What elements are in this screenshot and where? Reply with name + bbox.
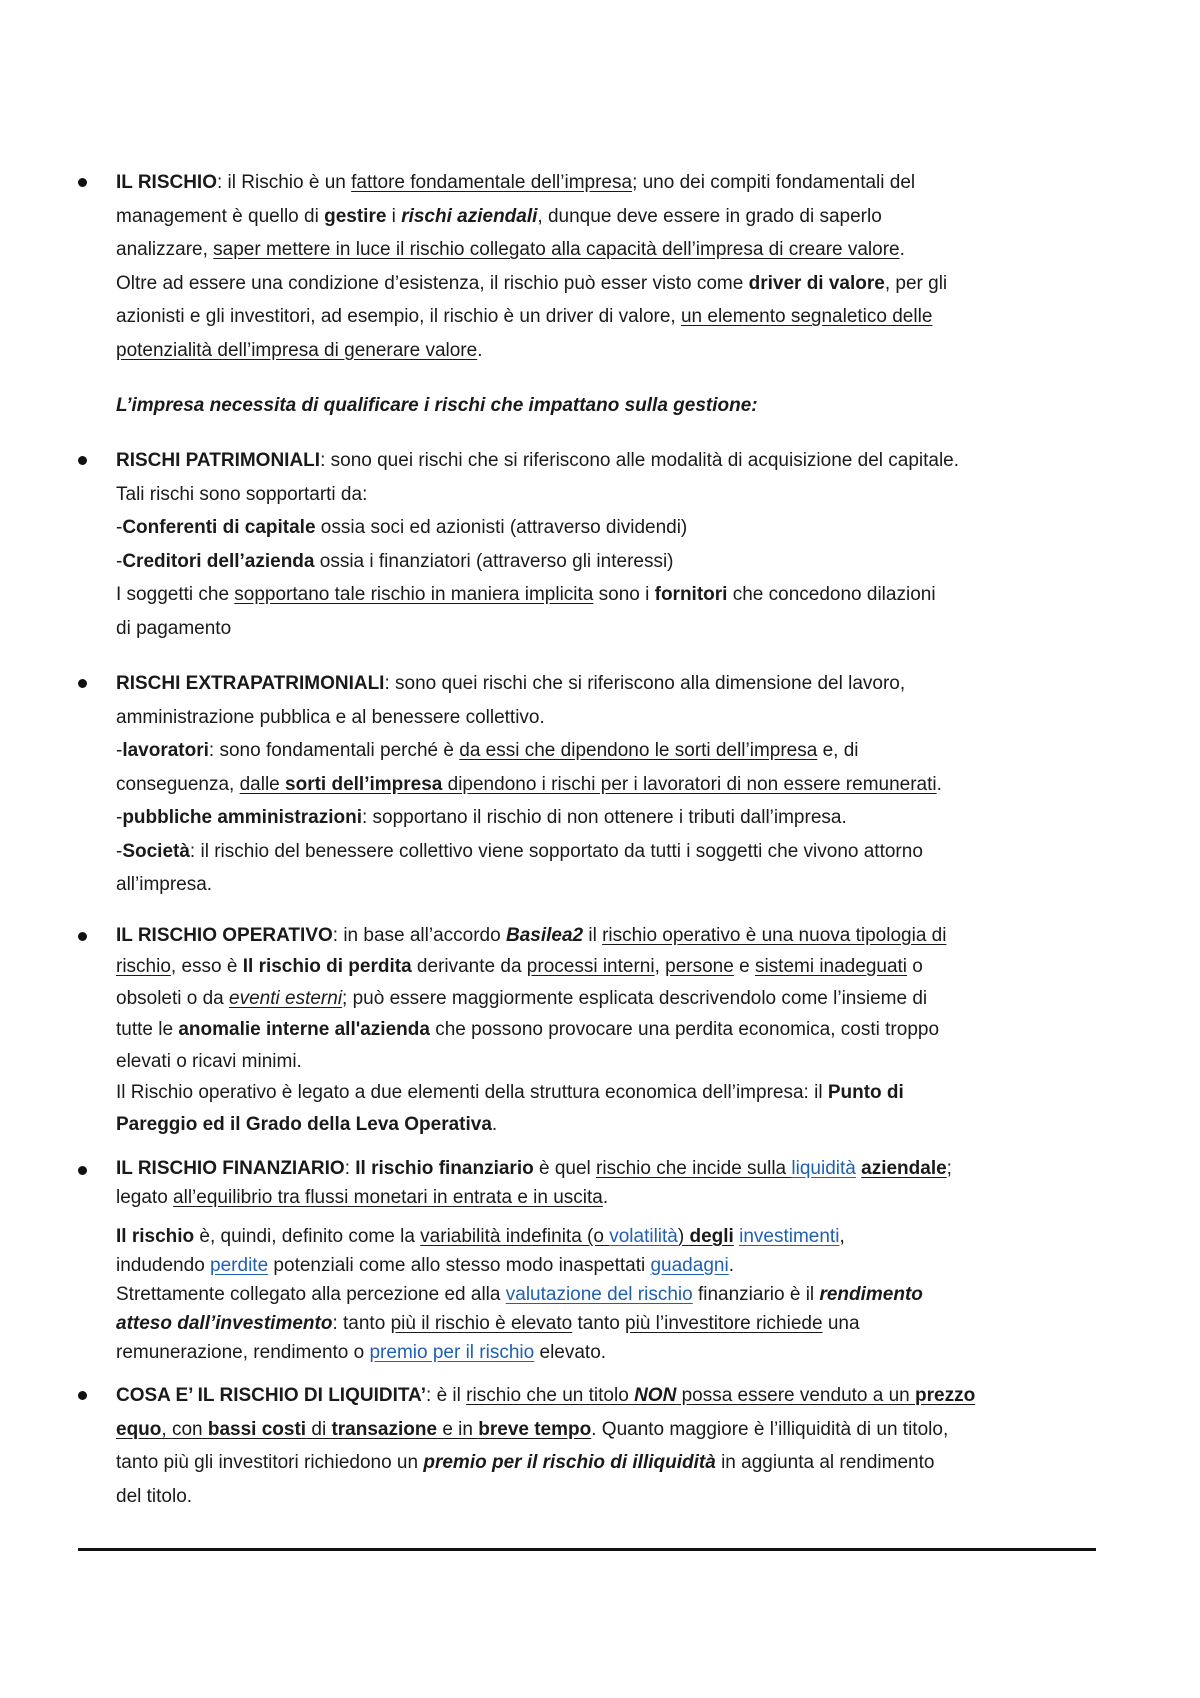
underlined-text: processi interni xyxy=(526,956,655,977)
text: ; uno dei compiti fondamentali del xyxy=(632,172,916,193)
text: management è quello di xyxy=(116,205,325,227)
text-line xyxy=(116,951,1100,983)
text: il xyxy=(583,924,603,946)
text: remunerazione, rendimento o xyxy=(116,1342,370,1363)
text: . xyxy=(477,339,483,361)
link-liquidita[interactable]: liquidità xyxy=(791,1158,856,1179)
bold-text: Il rischio finanziario xyxy=(355,1158,534,1179)
text: . Quanto maggiore è l’illiquidità di un titolo, xyxy=(591,1418,949,1440)
bullet-dot xyxy=(78,1166,87,1175)
text-line xyxy=(116,334,1100,368)
underlined-text: da essi che dipendono le sorti dell’impresa xyxy=(459,740,818,761)
text: obsoleti o da xyxy=(116,987,230,1009)
text-line xyxy=(116,1480,1100,1514)
text-line xyxy=(116,200,1100,234)
underlined-text: variabilità indefinita (o xyxy=(420,1226,610,1247)
text: : in base all’accordo xyxy=(332,924,506,946)
text: ; può essere maggiormente esplicata descrivendolo come l’insieme di xyxy=(342,987,928,1009)
link-volatilita[interactable]: volatilità xyxy=(609,1226,678,1247)
underlined-text: dipendono i rischi per i lavoratori di non essere remunerati xyxy=(442,773,937,795)
text-line xyxy=(116,511,1100,545)
text-line xyxy=(116,667,1100,701)
text: - xyxy=(116,740,123,761)
text: e xyxy=(733,956,755,977)
bullet-patrimoniali xyxy=(78,444,1100,645)
text: Strettamente collegato alla percezione ed alla xyxy=(116,1284,506,1305)
text: derivante da xyxy=(411,956,527,977)
bold-text: Punto di xyxy=(827,1082,904,1103)
link-guadagni[interactable]: guadagni xyxy=(650,1255,729,1276)
text: tanto xyxy=(572,1313,626,1334)
bullet-dot xyxy=(78,679,87,688)
text-line xyxy=(116,300,1100,334)
underlined-text: persone xyxy=(665,956,734,977)
bold-underlined-text: breve tempo xyxy=(478,1418,592,1440)
bullet-dot xyxy=(78,1391,87,1400)
text-line xyxy=(116,1154,1100,1183)
bold-text: Creditori dell’azienda xyxy=(122,550,315,572)
link-perdite[interactable]: perdite xyxy=(210,1255,269,1276)
bullet-operativo xyxy=(78,920,1100,1141)
bold-underlined-text: transazione xyxy=(331,1418,438,1440)
text-line xyxy=(116,1109,1100,1141)
underlined-text: più l’investitore richiede xyxy=(625,1313,823,1334)
bold-text: Conferenti di capitale xyxy=(122,517,316,538)
text: ossia i finanziatori (attraverso gli interessi) xyxy=(314,550,674,572)
text: conseguenza, xyxy=(116,773,240,795)
text: i xyxy=(386,205,402,227)
text: è quel xyxy=(533,1158,597,1179)
bold-underlined-text: degli xyxy=(689,1226,734,1247)
underlined-text: rischio operativo è una nuova tipologia di xyxy=(602,924,947,946)
bold-underlined-text: bassi costi xyxy=(207,1418,307,1440)
link-valutazione-rischio[interactable]: valutazione del rischio xyxy=(505,1284,693,1305)
text: Il Rischio operativo è legato a due elementi della struttura economica dell’impresa: il xyxy=(116,1082,828,1103)
underlined-text: più il rischio è elevato xyxy=(390,1313,573,1334)
text: , dunque deve essere in grado di saperlo xyxy=(537,205,882,227)
heading-patrimoniali: RISCHI PATRIMONIALI xyxy=(116,450,321,471)
text: , xyxy=(839,1226,845,1247)
bold-italic-text: premio per il rischio di illiquidità xyxy=(423,1452,716,1473)
text-line xyxy=(116,983,1100,1015)
heading-finanziario: IL RISCHIO FINANZIARIO xyxy=(116,1158,345,1179)
text: . xyxy=(728,1255,734,1276)
text-line xyxy=(116,1413,1100,1447)
bold-italic-underlined-text: NON xyxy=(634,1385,677,1406)
text-line xyxy=(116,1183,1100,1212)
bold-text: driver di valore xyxy=(748,272,885,294)
text-line xyxy=(116,701,1100,735)
text: che possono provocare una perdita economica, costi troppo xyxy=(429,1019,940,1040)
bold-text: Il rischio di perdita xyxy=(242,956,412,977)
text: , xyxy=(654,956,666,977)
heading-liquidita: COSA E’ IL RISCHIO DI LIQUIDITA’ xyxy=(116,1385,427,1406)
bold-text: pubbliche amministrazioni xyxy=(122,807,362,828)
text-line xyxy=(116,1446,1100,1480)
text: che concedono dilazioni xyxy=(727,584,936,605)
text: , esso è xyxy=(170,956,243,977)
text: . xyxy=(899,239,905,260)
text: di pagamento xyxy=(116,617,232,639)
underlined-text: con xyxy=(171,1418,208,1440)
text: legato xyxy=(116,1187,174,1208)
underlined-text: rischio xyxy=(116,956,171,977)
text-line xyxy=(116,478,1100,512)
text-line xyxy=(116,545,1100,579)
text-line xyxy=(116,166,1100,200)
text: . xyxy=(936,773,942,795)
link-premio-rischio[interactable]: premio per il rischio xyxy=(369,1342,535,1363)
text: : sono quei rischi che si riferiscono alle modalità di acquisizione del capitale. xyxy=(320,450,960,471)
text-line xyxy=(116,267,1100,301)
underlined-text: rischio che un titolo xyxy=(466,1385,635,1406)
underlined-text: saper mettere in luce il rischio collegato alla capacità dell’impresa di creare valore xyxy=(213,239,900,260)
bold-underlined-text: equo xyxy=(116,1418,162,1440)
document-body xyxy=(78,166,1100,1513)
heading-extrapatrimoniali: RISCHI EXTRAPATRIMONIALI xyxy=(116,673,385,694)
heading-rischio: IL RISCHIO xyxy=(116,172,217,193)
text: - xyxy=(116,517,123,538)
text-line xyxy=(116,1251,1100,1280)
text: indudendo xyxy=(116,1255,211,1276)
text: tanto più gli investitori richiedono un xyxy=(116,1452,424,1473)
text: - xyxy=(116,840,123,862)
text: del titolo. xyxy=(116,1485,193,1507)
bullet-dot xyxy=(78,932,87,941)
subheading: L’impresa necessita di qualificare i rischi che impattano sulla gestione: xyxy=(116,395,758,416)
text: azionisti e gli investitori, ad esempio, il rischio è un driver di valore, xyxy=(116,306,681,327)
text-line xyxy=(116,1338,1100,1367)
text-line xyxy=(116,1077,1100,1109)
italic-underlined-text: eventi esterni xyxy=(229,987,343,1009)
text: all’impresa. xyxy=(116,874,213,895)
underlined-text: sopportano tale rischio in maniera implicita xyxy=(234,584,594,605)
bold-italic-text: atteso dall’investimento xyxy=(116,1313,333,1334)
text-line xyxy=(116,444,1100,478)
text-line xyxy=(116,1309,1100,1338)
underlined-text: , xyxy=(161,1418,172,1440)
text: - xyxy=(116,550,123,572)
text: ossia soci ed azionisti (attraverso dividendi) xyxy=(315,517,688,538)
underlined-text: rischio che incide sulla xyxy=(596,1158,792,1179)
text-line xyxy=(116,233,1100,267)
bullet-dot xyxy=(78,178,87,187)
bullet-liquidita xyxy=(78,1379,1100,1513)
text: : sono fondamentali perché è xyxy=(208,740,460,761)
underlined-text: di xyxy=(306,1418,332,1440)
text: sono i xyxy=(593,584,655,605)
text-line xyxy=(116,1222,1100,1251)
underlined-text: fattore fondamentale dell’impresa xyxy=(351,172,633,193)
underlined-text: un elemento segnaletico delle xyxy=(680,306,933,327)
text: : il rischio del benessere collettivo viene sopportato da tutti i soggetti che vivono attorno xyxy=(189,840,923,862)
text: : il Rischio è un xyxy=(217,172,352,193)
bold-text: anomalie interne all'azienda xyxy=(178,1019,430,1040)
underlined-text: potenzialità dell’impresa di generare valore xyxy=(116,339,478,361)
text: in aggiunta al rendimento xyxy=(715,1452,935,1473)
text: : sopportano il rischio di non ottenere i tributi dall’impresa. xyxy=(361,807,847,828)
text: : è il xyxy=(426,1385,467,1406)
underlined-text: sistemi inadeguati xyxy=(754,956,908,977)
text: , per gli xyxy=(884,272,948,294)
bold-underlined-text: sorti dell’impresa xyxy=(285,773,443,795)
bullet-extrapatrimoniali xyxy=(78,667,1100,902)
bold-italic-text: rischi aziendali xyxy=(401,205,538,227)
text-line xyxy=(116,1014,1100,1046)
text: - xyxy=(116,807,123,828)
text: I soggetti che xyxy=(116,584,235,605)
text-line xyxy=(116,578,1100,612)
text: Oltre ad essere una condizione d’esistenza, il rischio può esser visto come xyxy=(116,272,749,294)
underlined-text: e in xyxy=(437,1418,479,1440)
bold-text: Il rischio xyxy=(116,1226,195,1247)
text-line xyxy=(116,801,1100,835)
text: Tali rischi sono sopportarti da: xyxy=(116,483,368,505)
text: elevato. xyxy=(534,1342,607,1363)
horizontal-rule xyxy=(78,1548,1096,1551)
bold-text: lavoratori xyxy=(122,740,209,761)
text-line xyxy=(116,1046,1100,1078)
bold-text: Pareggio ed il Grado della Leva Operativa xyxy=(116,1113,492,1135)
bold-text: Società xyxy=(122,840,190,862)
text: ; xyxy=(946,1158,952,1179)
text: amministrazione pubblica e al benessere collettivo. xyxy=(116,706,545,728)
bullet-rischio xyxy=(78,166,1100,367)
text: una xyxy=(822,1313,860,1334)
text: potenziali come allo stesso modo inaspettati xyxy=(268,1255,651,1276)
heading-operativo: IL RISCHIO OPERATIVO xyxy=(116,924,333,946)
text-line xyxy=(116,835,1100,869)
underlined-text: dalle xyxy=(239,773,286,795)
text-line xyxy=(116,768,1100,802)
text-line xyxy=(116,868,1100,902)
bullet-finanziario xyxy=(78,1154,1100,1367)
bold-underlined-text: prezzo xyxy=(915,1385,976,1406)
text-line xyxy=(116,1379,1100,1413)
text: : tanto xyxy=(332,1313,391,1334)
text: tutte le xyxy=(116,1019,179,1040)
text-line xyxy=(116,612,1100,646)
bold-text: gestire xyxy=(324,205,387,227)
text: elevati o ricavi minimi. xyxy=(116,1050,302,1072)
text-line xyxy=(116,1280,1100,1309)
underlined-text: ) xyxy=(677,1226,690,1247)
text-line xyxy=(116,920,1100,952)
text-line xyxy=(116,734,1100,768)
text: : sono quei rischi che si riferiscono alla dimensione del lavoro, xyxy=(384,673,906,694)
text: è, quindi, definito come la xyxy=(194,1226,421,1247)
text: . xyxy=(602,1187,609,1208)
bullet-dot xyxy=(78,456,87,465)
bold-italic-text: Basilea2 xyxy=(505,924,584,946)
underlined-text: possa essere venduto a un xyxy=(676,1385,916,1406)
underlined-text: all’equilibrio tra flussi monetari in entrata e in uscita xyxy=(173,1187,603,1208)
text: analizzare, xyxy=(116,239,214,260)
text: . xyxy=(491,1113,498,1135)
bold-underlined-text: aziendale xyxy=(861,1158,947,1179)
text: : xyxy=(344,1158,356,1179)
bold-text: fornitori xyxy=(654,584,728,605)
text: e, di xyxy=(817,740,859,761)
bold-italic-text: rendimento xyxy=(819,1284,923,1305)
link-investimenti[interactable]: investimenti xyxy=(739,1226,840,1247)
text: o xyxy=(907,956,923,977)
text: finanziario è il xyxy=(692,1284,820,1305)
